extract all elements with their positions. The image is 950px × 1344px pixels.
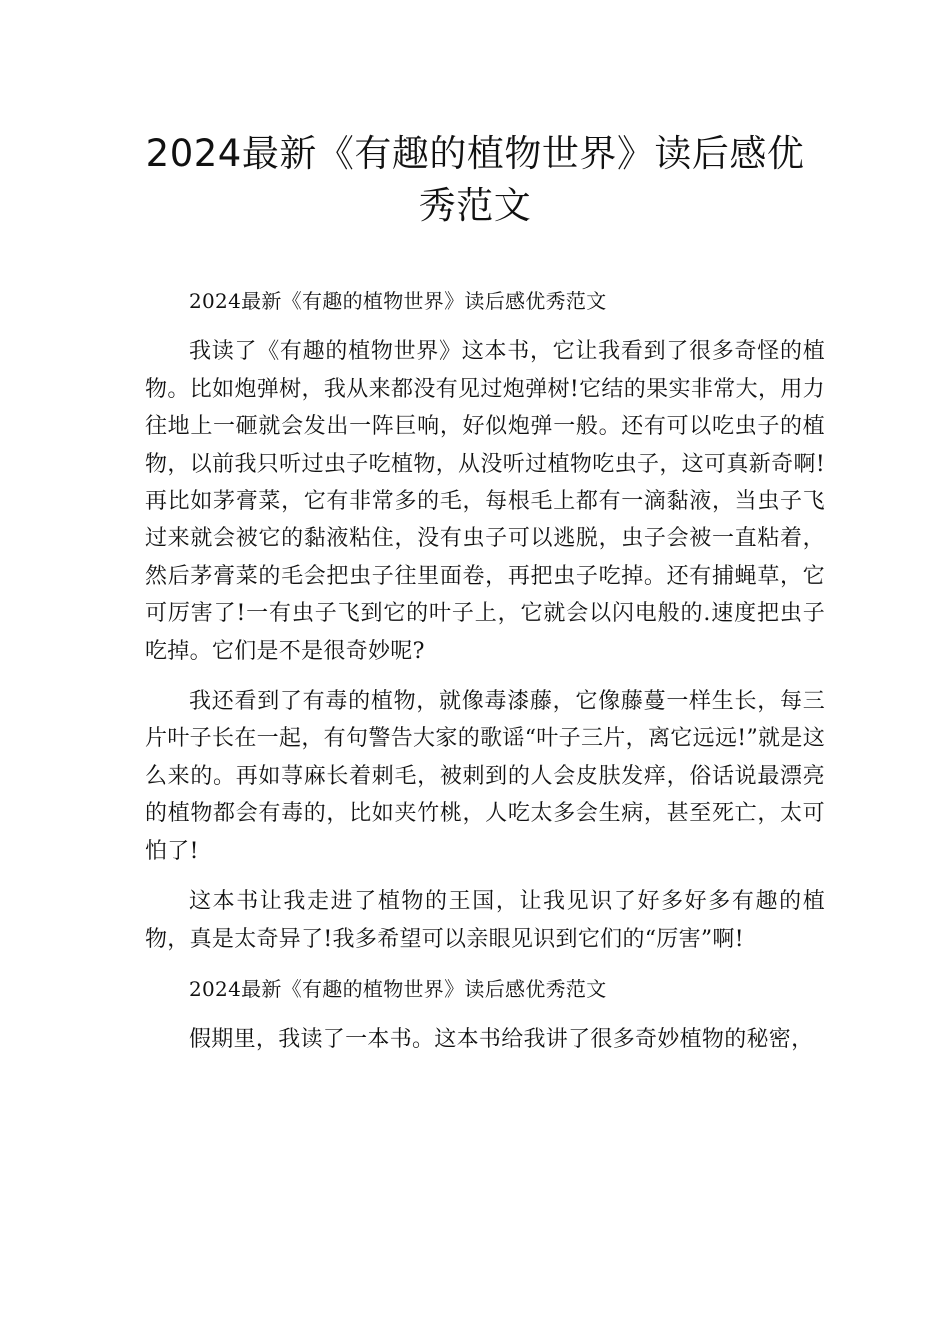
paragraph: 假期里，我读了一本书。这本书给我讲了很多奇妙植物的秘密，: [189, 1027, 814, 1053]
paragraph: 这本书让我走进了植物的王国，让我见识了好多好多有趣的植物，真是太奇异了!我多希望可以亲眼见识到它们的“厉害”啊!: [145, 889, 825, 952]
document-title: 2024最新《有趣的植物世界》读后感优秀范文: [145, 132, 805, 227]
section-subtitle: 2024最新《有趣的植物世界》读后感优秀范文: [189, 976, 607, 1001]
document-body: [145, 283, 825, 1072]
paragraph: 我读了《有趣的植物世界》这本书，它让我看到了很多奇怪的植物。比如炮弹树，我从来都没有见过炮弹树!它结的果实非常大，用力往地上一砸就会发出一阵巨响，好似炮弹一般。还有可以吃虫子的植物，以前我只听过虫子吃植物，从没听过植物吃虫子，这可真新奇啊!再比如茅膏菜，它有非常多的毛，每根毛上都有一滴黏液，当虫子飞过来就会被它的黏液粘住，没有虫子可以逃脱，虫子会被一直粘着，然后茅膏菜的毛会把虫子往里面卷，再把虫子吃掉。还有捕蝇草，它可厉害了!一有虫子飞到它的叶子上，它就会以闪电般的.速度把虫子吃掉。它们是不是很奇妙呢?: [145, 339, 825, 664]
section-subtitle: 2024最新《有趣的植物世界》读后感优秀范文: [189, 289, 607, 313]
paragraph: 我还看到了有毒的植物，就像毒漆藤，它像藤蔓一样生长，每三片叶子长在一起，有句警告大家的歌谣“叶子三片，离它远远!”就是这么来的。再如荨麻长着刺毛，被刺到的人会皮肤发痒，俗话说最漂亮的植物都会有毒的，比如夹竹桃，人吃太多会生病，甚至死亡，太可怕了!: [145, 689, 825, 864]
